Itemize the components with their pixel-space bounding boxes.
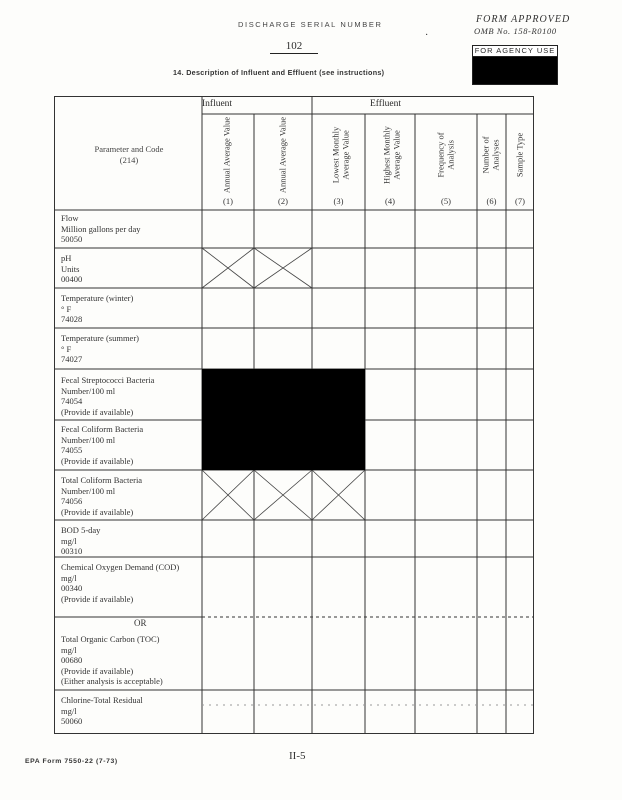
serial-number-value: 102 [270,40,318,54]
col-header-7 [511,116,529,194]
row-line: Chemical Oxygen Demand (COD) [61,562,180,572]
row-line: Number/100 ml [61,385,116,396]
col-label-7: Sample Type [514,132,525,178]
row-label-fecal-strep [61,375,154,417]
col-label-5: Frequency of Analysis [435,132,455,178]
row-line: 00310 [61,546,83,556]
col-header-1 [218,116,236,194]
row-label-bod [61,525,100,557]
col-num-6: (6) [486,196,497,206]
row-line: (Provide if available) [61,506,134,517]
row-label-total-coliform [61,475,142,517]
col-num-7: (7) [515,196,525,206]
row-line: Fecal Coliform Bacteria [61,424,144,434]
row-line: mg/l [61,572,77,583]
row-line: Number/100 ml [61,434,116,445]
col-label-2: Annual Average Value [277,116,288,194]
row-line: 74027 [61,354,83,364]
or-label: OR [134,618,147,628]
row-line: ° F [61,303,72,314]
row-line: 74028 [61,314,83,324]
col-label-4: Highest Monthly Average Value [381,126,401,184]
parameter-header-text: Parameter and Code [94,144,164,154]
row-label-cod [61,562,179,604]
row-line: (Provide if available) [61,665,134,676]
col-num-2: (2) [278,196,288,206]
section-title: 14. Description of Influent and Effluent (see instructions) [173,68,385,77]
col-header-6 [480,116,502,194]
row-line: Chlorine-Total Residual [61,695,143,705]
col-label-3: Lowest Monthly Average Value [330,126,350,184]
row-line: 50060 [61,716,83,726]
row-line: 74054 [61,396,83,406]
row-label-chlorine [61,695,143,727]
col-num-3: (3) [333,196,344,206]
row-line: BOD 5-day [61,525,101,535]
row-line: Total Coliform Bacteria [61,475,143,485]
col-header-3 [329,116,353,194]
col-header-5 [434,116,458,194]
row-line: Fecal Streptococci Bacteria [61,375,155,385]
parameter-header [74,144,184,166]
form-id: EPA Form 7550-22 (7-73) [25,758,118,765]
row-line: 74055 [61,445,83,455]
parameter-header-code: (214) [119,155,139,165]
col-label-6: Number of Analyses [480,136,500,174]
col-num-5: (5) [441,196,451,206]
row-line: mg/l [61,535,77,546]
row-label-fecal-coliform [61,424,143,466]
col-header-4 [380,116,404,194]
row-line: 00680 [61,655,83,665]
row-line: mg/l [61,644,77,655]
col-num-4: (4) [385,196,395,206]
agency-use-redaction [473,57,557,84]
row-line: (Provide if available) [61,593,134,604]
row-line: mg/l [61,705,77,716]
row-label-temp-summer [61,333,139,365]
row-line: (Provide if available) [61,406,134,417]
row-line: Temperature (winter) [61,293,134,303]
row-line: Units [61,263,80,274]
row-label-ph [61,253,82,285]
row-label-flow [61,213,141,245]
row-label-toc [61,634,163,687]
col-header-2 [274,116,292,194]
row-line: pH [61,253,72,263]
row-line: Temperature (summer) [61,333,139,343]
dot-mark: · [425,30,429,41]
effluent-group-header: Effluent [370,99,401,109]
agency-use-label: FOR AGENCY USE [474,46,556,55]
row-line: 00400 [61,274,83,284]
influent-effluent-table [54,96,534,734]
col-num-1: (1) [223,196,233,206]
influent-group-header: Influent [202,99,233,109]
row-line: Million gallons per day [61,223,141,234]
omb-number: OMB No. 158-R0100 [474,26,557,36]
row-line: ° F [61,343,72,354]
row-line: 00340 [61,583,83,593]
agency-use-box [472,45,558,85]
page-number: II-5 [289,750,306,762]
row-line: Total Organic Carbon (TOC) [61,634,160,644]
row-line: Number/100 ml [61,485,116,496]
bacteria-redaction-block [202,369,365,470]
row-label-temp-winter [61,293,133,325]
row-line: (Either analysis is acceptable) [61,676,163,686]
row-line: 74056 [61,496,83,506]
row-line: Flow [61,213,79,223]
row-line: 50050 [61,234,83,244]
serial-number-label: DISCHARGE SERIAL NUMBER [238,20,383,29]
col-label-1: Annual Average Value [221,116,232,194]
form-approved-label: FORM APPROVED [476,14,571,25]
row-line: (Provide if available) [61,455,134,466]
